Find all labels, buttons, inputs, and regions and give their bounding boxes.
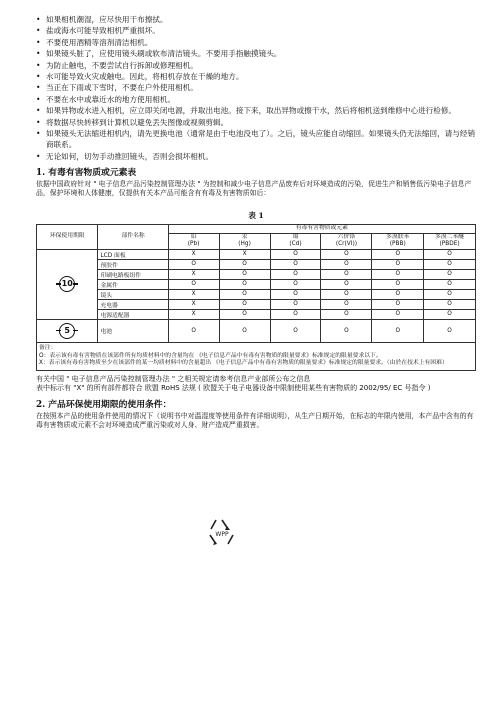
table-row	[37, 309, 476, 319]
list-item: • 不要在水中或靠近水的地方使用相机。	[36, 94, 476, 105]
table-row	[37, 279, 476, 289]
table-notes	[37, 342, 476, 370]
mark-cell: O	[424, 289, 476, 299]
notes-title: 备注：	[39, 344, 57, 351]
mark-cell: O	[424, 249, 476, 259]
mark-cell: O	[424, 259, 476, 269]
mark-cell: O	[219, 259, 270, 269]
mark-cell: O	[219, 269, 270, 279]
mark-cell: O	[219, 319, 270, 342]
part-name: LCD 面板	[98, 249, 168, 259]
mark-cell: O	[372, 319, 424, 342]
list-item: • 盐或海水可能导致相机严重损坏。	[36, 25, 476, 36]
mark-cell: O	[424, 269, 476, 279]
mark-cell: O	[219, 279, 270, 289]
mark-cell: O	[321, 289, 372, 299]
list-item: • 如果相机潮湿，应尽快用干布擦拭。	[36, 14, 476, 25]
mark-cell: O	[168, 279, 219, 289]
part-name: 预胶件	[98, 259, 168, 269]
table-row	[37, 289, 476, 299]
header-substance: 多溴二苯醚 (PBDE)	[424, 233, 476, 249]
mark-cell: O	[168, 319, 219, 342]
mark-cell: O	[372, 309, 424, 319]
mark-cell: O	[372, 269, 424, 279]
mark-cell: O	[424, 279, 476, 289]
mark-cell: X	[168, 309, 219, 319]
mark-cell: X	[168, 289, 219, 299]
regulation-info: 有关中国 " 电子信息产品污染控制管理办法 " 之相关规定请参考信息产业部所公布之信息	[36, 375, 311, 384]
table-row	[37, 299, 476, 309]
section2-text: 在按照本产品的使用条件使用的情况下（说明书中对温湿度等使用条件有详细说明），从生产日期开始，在标志的年限内使用，本产品中含有的有毒有害物质或元素不会对环境造成严重污染或对人身、财产造成严重损害。	[36, 411, 474, 429]
epup-10-cell	[37, 249, 98, 319]
mark-cell: O	[321, 299, 372, 309]
logo-text: WPP	[215, 531, 229, 538]
part-name: 印刷电路板组件	[98, 269, 168, 279]
substance-table	[36, 224, 476, 371]
mark-cell: O	[270, 269, 321, 279]
list-item: • 为防止触电，不要尝试自行拆卸或修理相机。	[36, 60, 476, 71]
mark-cell: O	[270, 309, 321, 319]
header-substance: 铅 (Pb)	[168, 233, 219, 249]
header-substance: 镉 (Cd)	[270, 233, 321, 249]
mark-cell: O	[321, 279, 372, 289]
list-item: • 如果异物或水进入相机，应立即关闭电源，并取出电池。接下来，取出异物或擦干水，然后将相机送到维修中心进行检修。	[36, 105, 476, 116]
mark-cell: O	[372, 279, 424, 289]
epup-10-icon: 10	[59, 276, 75, 292]
mark-cell: O	[219, 309, 270, 319]
mark-cell: O	[270, 299, 321, 309]
page	[36, 14, 476, 430]
mark-cell: O	[321, 259, 372, 269]
mark-cell: O	[372, 289, 424, 299]
part-name: 电池	[98, 319, 168, 342]
list-item: • 不要使用酒精等溶剂清洁相机。	[36, 37, 476, 48]
header-part: 部件名称	[98, 225, 168, 250]
mark-cell: O	[270, 249, 321, 259]
part-name: 电源适配器	[98, 309, 168, 319]
mark-cell: O	[321, 319, 372, 342]
mark-cell: O	[270, 279, 321, 289]
mark-cell: O	[424, 309, 476, 319]
section2-title: 2. 产品环保使用期限的使用条件：	[36, 399, 172, 410]
header-epup: 环保使用期限	[37, 225, 98, 250]
mark-cell: O	[372, 259, 424, 269]
after-table	[36, 375, 476, 394]
mark-cell: O	[424, 319, 476, 342]
table-row	[37, 319, 476, 342]
part-name: 金属件	[98, 279, 168, 289]
header-substance: 多溴联苯 (PBB)	[372, 233, 424, 249]
mark-cell: O	[321, 309, 372, 319]
list-item: • 如果镜头脏了，应使用镜头刷或软布清洁镜头。不要用手指触摸镜头。	[36, 48, 476, 59]
rows-10	[37, 249, 476, 319]
list-item: • 水可能导致火灾或触电。因此，将相机存放在干燥的地方。	[36, 71, 476, 82]
mark-cell: O	[270, 289, 321, 299]
table-row	[37, 249, 476, 259]
precaution-list	[36, 14, 476, 162]
mark-cell: X	[168, 299, 219, 309]
mark-cell: O	[219, 299, 270, 309]
mark-cell: X	[219, 249, 270, 259]
list-item: • 无论如何，切勿手动推回镜头，否则会损坏相机。	[36, 151, 476, 162]
section1-title: 1. 有毒有害物质或元素表	[36, 168, 137, 179]
note-x: X：表示该有毒有害物质至少在该部件的某一均质材料中的含量超出 《电子信息产品中有毒有害物质的限量要求》标准规定的限量要求。（由於在技术上有困难）	[39, 360, 448, 367]
list-item: • 如果镜头无法缩进相机内，请先更换电池（通常是由于电池没电了）。之后，镜头应能自动缩回。如果镜头仍无法缩回，请与经销商联系。	[36, 128, 476, 151]
header-substance: 六价铬 (Cr(VI))	[321, 233, 372, 249]
mark-cell: O	[321, 269, 372, 279]
mark-cell: O	[321, 249, 372, 259]
mark-cell: O	[270, 319, 321, 342]
list-item: • 当正在下雨或下雪时，不要在户外使用相机。	[36, 82, 476, 93]
list-item: • 将数据尽快转移到计算机以避免丢失图像或视频剪辑。	[36, 117, 476, 128]
mark-cell: X	[168, 249, 219, 259]
recycle-wpp-logo	[206, 517, 238, 547]
section1-intro: 依据中国政府针对 " 电子信息产品污染控制管理办法 " 为控制和减少电子信息产品废弃后对环境造成的污染，促进生产和销售低污染电子信息产品，保护环境和人体健康，仅提供有关本产品可能含有有毒及有害物质如后：	[36, 180, 472, 198]
mark-cell: O	[168, 259, 219, 269]
rohs-info: 表中标示有 "X" 的所有部件都符合 欧盟 RoHS 法规 ( 欧盟关于电子电器设备中限制使用某些有害物质的 2002/95/ EC 号指令 )	[36, 384, 431, 393]
part-name: 镜头	[98, 289, 168, 299]
epup-5-cell	[37, 319, 98, 342]
header-substance: 汞 (Hg)	[219, 233, 270, 249]
table-row	[37, 259, 476, 269]
mark-cell: O	[372, 299, 424, 309]
note-o: O：表示该有毒有害物质在该部件所有均质材料中的含量均在 《电子信息产品中有毒有害物质的限量要求》标准规定的限量要求以下。	[39, 352, 382, 359]
header-group: 有毒有害物质或元素	[168, 225, 475, 234]
epup-5-icon: 5	[59, 323, 75, 339]
table-caption: 表 1	[248, 211, 264, 221]
mark-cell: O	[270, 259, 321, 269]
mark-cell: X	[168, 269, 219, 279]
part-name: 充电器	[98, 299, 168, 309]
table-row	[37, 269, 476, 279]
mark-cell: O	[372, 249, 424, 259]
mark-cell: O	[424, 299, 476, 309]
mark-cell: O	[219, 289, 270, 299]
